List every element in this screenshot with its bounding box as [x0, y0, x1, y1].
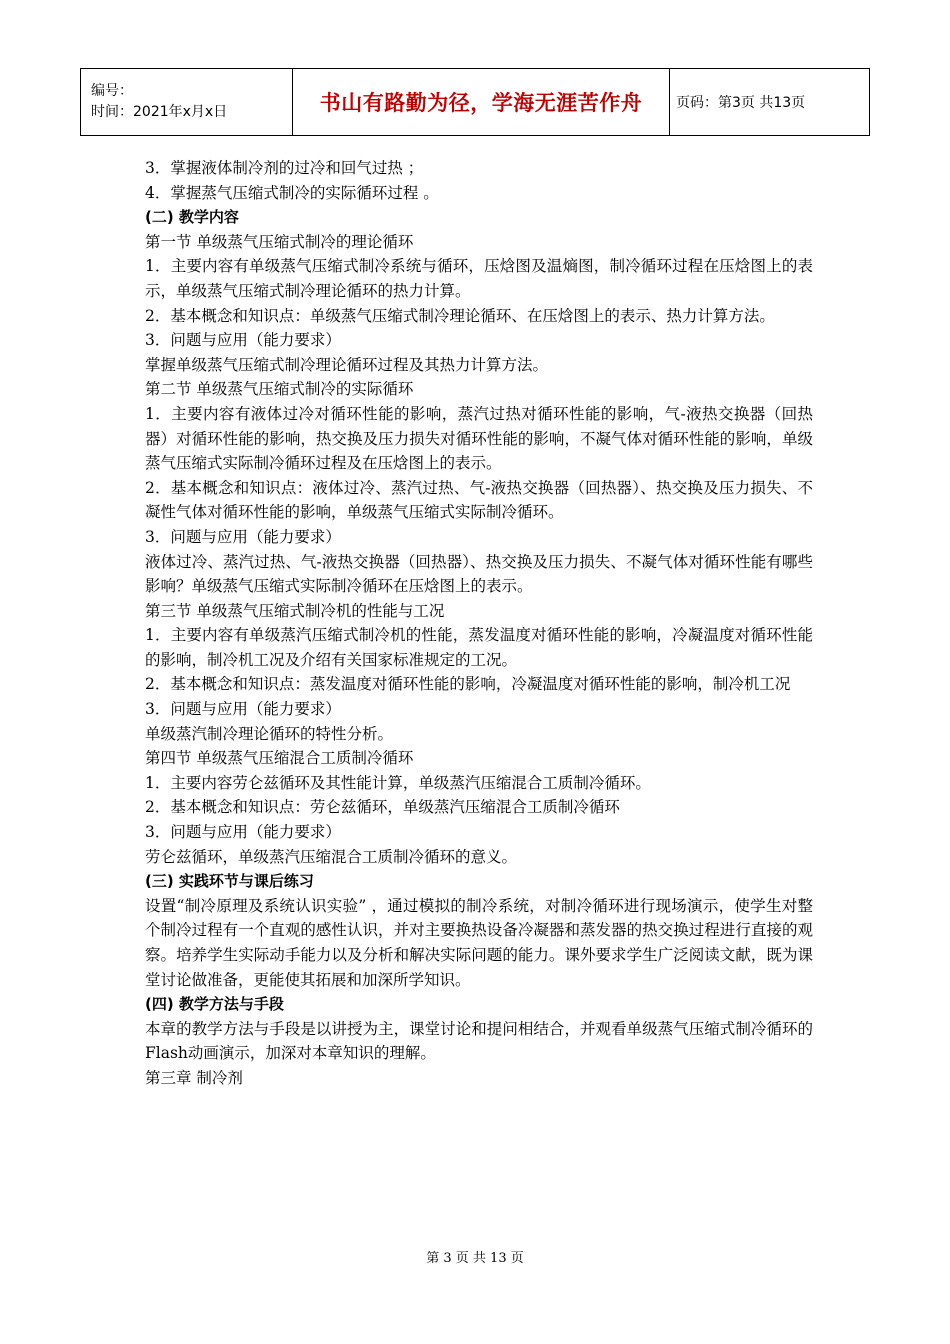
paragraph: 2．基本概念和知识点：劳仑兹循环，单级蒸汽压缩混合工质制冷循环: [145, 798, 620, 817]
paragraph: 掌握单级蒸气压缩式制冷理论循环过程及其热力计算方法。: [145, 355, 549, 374]
document-date-label: 时间：2021年x月x日: [91, 104, 228, 120]
paragraph: 第二节 单级蒸气压缩式制冷的实际循环: [145, 380, 414, 399]
header-meta: [81, 69, 293, 136]
paragraph: 3．问题与应用（能力要求）: [145, 331, 341, 350]
section-heading: (二) 教学内容: [145, 208, 239, 227]
paragraph: 1．主要内容有单级蒸汽压缩式制冷机的性能，蒸发温度对循环性能的影响，冷凝温度对循环性能的影响，制冷机工况及介绍有关国家标准规定的工况。: [145, 626, 813, 669]
paragraph: 第一节 单级蒸气压缩式制冷的理论循环: [145, 232, 414, 251]
paragraph: 液体过冷、蒸汽过热、气-液热交换器（回热器）、热交换及压力损失、不凝气体对循环性能有哪些影响？单级蒸气压缩式实际制冷循环在压焓图上的表示。: [145, 552, 813, 596]
paragraph: 2．基本概念和知识点：单级蒸气压缩式制冷理论循环、在压焓图上的表示、热力计算方法。: [145, 306, 775, 325]
paragraph: 4．掌握蒸气压缩式制冷的实际循环过程 。: [145, 183, 439, 202]
document-body: [145, 156, 813, 1091]
paragraph: 本章的教学方法与手段是以讲授为主，课堂讨论和提问相结合，并观看单级蒸气压缩式制冷循环的Flash动画演示，加深对本章知识的理解。: [145, 1019, 813, 1063]
page-header: [80, 68, 870, 136]
paragraph: 2．基本概念和知识点：液体过冷、蒸汽过热、气-液热交换器（回热器）、热交换及压力损失、不凝性气体对循环性能的影响，单级蒸气压缩式实际制冷循环。: [145, 478, 813, 522]
paragraph: 3．问题与应用（能力要求）: [145, 527, 341, 546]
paragraph: 3．问题与应用（能力要求）: [145, 823, 341, 842]
paragraph: 1．主要内容劳仑兹循环及其性能计算，单级蒸汽压缩混合工质制冷循环。: [145, 773, 651, 792]
paragraph: 3．问题与应用（能力要求）: [145, 700, 341, 719]
paragraph: 第四节 单级蒸气压缩混合工质制冷循环: [145, 749, 414, 768]
paragraph: 劳仑兹循环，单级蒸汽压缩混合工质制冷循环的意义。: [145, 847, 518, 866]
section-heading: (三) 实践环节与课后练习: [145, 872, 314, 891]
header-page-number: 页码：第3页 共13页: [670, 69, 870, 136]
paragraph: 2．基本概念和知识点：蒸发温度对循环性能的影响，冷凝温度对循环性能的影响，制冷机工况: [145, 675, 791, 694]
paragraph: 1．主要内容有单级蒸气压缩式制冷系统与循环，压焓图及温熵图，制冷循环过程在压焓图上的表示，单级蒸气压缩式制冷理论循环的热力计算。: [145, 257, 813, 300]
paragraph: 设置“制冷原理及系统认识实验” ，通过模拟的制冷系统，对制冷循环进行现场演示，使学生对整个制冷过程有一个直观的感性认识，并对主要换热设备冷凝器和蒸发器的热交换过程进行直接的观察。培养学生实际动手能力以及分析和解决实际问题的能力。课外要求学生广泛阅读文献，既为课堂讨论做准备，更能使其拓展和加深所学知识。: [145, 896, 813, 989]
paragraph: 3．掌握液体制冷剂的过冷和回气过热 ；: [145, 159, 424, 177]
page-footer: 第 3 页 共 13 页: [426, 1251, 524, 1266]
header-motto: 书山有路勤为径，学海无涯苦作舟: [293, 69, 670, 136]
paragraph: 第三章 制冷剂: [145, 1068, 243, 1087]
paragraph: 1．主要内容有液体过冷对循环性能的影响，蒸汽过热对循环性能的影响，气-液热交换器（回热器）对循环性能的影响，热交换及压力损失对循环性能的影响，不凝气体对循环性能的影响，单级蒸气压缩式实际制冷循环过程及在压焓图上的表示。: [145, 404, 813, 473]
section-heading: (四) 教学方法与手段: [145, 995, 284, 1014]
paragraph: 单级蒸汽制冷理论循环的特性分析。: [145, 724, 394, 743]
document-number-label: 编号：: [91, 83, 133, 99]
paragraph: 第三节 单级蒸气压缩式制冷机的性能与工况: [145, 601, 445, 620]
